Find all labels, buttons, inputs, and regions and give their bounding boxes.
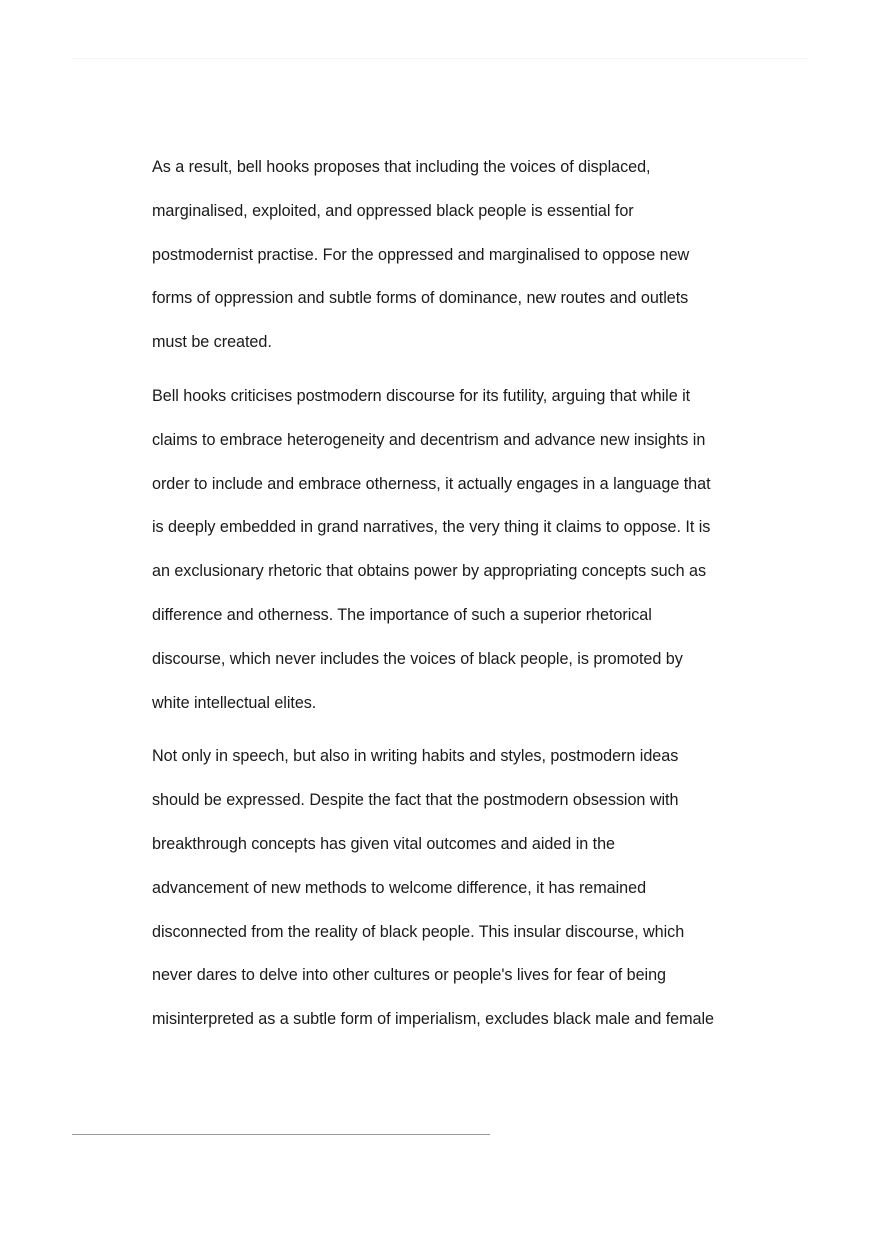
paragraph-2 <box>152 375 742 725</box>
text-line: an exclusionary rhetoric that obtains power by appropriating concepts such as <box>152 562 707 581</box>
text-line: white intellectual elites. <box>152 693 317 712</box>
text-line: breakthrough concepts has given vital outcomes and aided in the <box>152 834 615 853</box>
header-divider <box>72 58 808 59</box>
text-line: Bell hooks criticises postmodern discourse for its futility, arguing that while it <box>152 386 691 405</box>
document-body <box>152 146 742 1052</box>
paragraph-3 <box>152 735 742 1042</box>
text-line: misinterpreted as a subtle form of imperialism, excludes black male and female <box>152 1010 715 1029</box>
text-line: discourse, which never includes the voices of black people, is promoted by <box>152 649 683 668</box>
text-line: advancement of new methods to welcome difference, it has remained <box>152 878 647 897</box>
text-line: order to include and embrace otherness, it actually engages in a language that <box>152 474 711 493</box>
text-line: disconnected from the reality of black people. This insular discourse, which <box>152 922 685 941</box>
text-line: is deeply embedded in grand narratives, the very thing it claims to oppose. It is <box>152 518 711 537</box>
text-line: claims to embrace heterogeneity and decentrism and advance new insights in <box>152 430 706 449</box>
text-line: postmodernist practise. For the oppressed and marginalised to oppose new <box>152 245 690 264</box>
text-line: marginalised, exploited, and oppressed black people is essential for <box>152 201 634 220</box>
text-line: never dares to delve into other cultures or people's lives for fear of being <box>152 966 666 985</box>
text-line: Not only in speech, but also in writing habits and styles, postmodern ideas <box>152 747 679 766</box>
text-line: As a result, bell hooks proposes that including the voices of displaced, <box>152 158 651 176</box>
text-line: forms of oppression and subtle forms of dominance, new routes and outlets <box>152 289 689 308</box>
paragraph-1 <box>152 146 742 365</box>
text-line: must be created. <box>152 333 272 352</box>
footnote-separator <box>72 1134 490 1135</box>
text-line: difference and otherness. The importance of such a superior rhetorical <box>152 605 652 624</box>
text-line: should be expressed. Despite the fact that the postmodern obsession with <box>152 791 679 810</box>
